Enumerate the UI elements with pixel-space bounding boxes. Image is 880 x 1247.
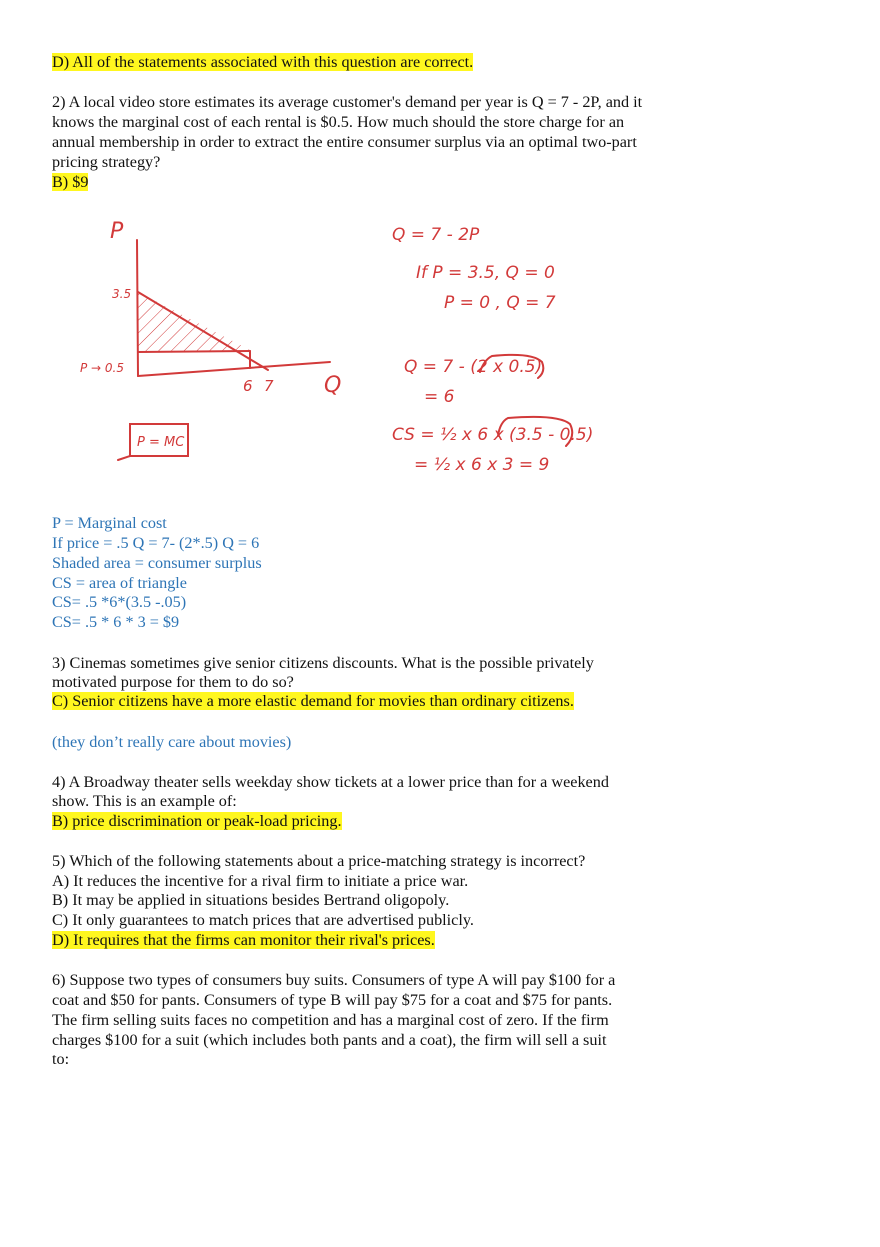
p-axis-label: P bbox=[110, 219, 124, 244]
q2-answer: B) $9 bbox=[52, 173, 89, 191]
q2-question-line: 2) A local video store estimates its average customer's demand per year is Q = 7 - 2P, and it bbox=[52, 93, 643, 111]
q2-note: Shaded area = consumer surplus bbox=[52, 554, 262, 572]
q3-question-line: 3) Cinemas sometimes give senior citizens discounts. What is the possible privately bbox=[52, 654, 594, 672]
q3-answer: C) Senior citizens have a more elastic demand for movies than ordinary citizens. bbox=[52, 692, 574, 710]
q2-note: P = Marginal cost bbox=[52, 514, 167, 532]
q6-question-line: coat and $50 for pants. Consumers of type B will pay $75 for a coat and $75 for pants. bbox=[52, 991, 613, 1009]
q2-question-line: pricing strategy? bbox=[52, 153, 161, 171]
q5-option: C) It only guarantees to match prices that are advertised publicly. bbox=[52, 911, 474, 929]
working-line: P = 0 , Q = 7 bbox=[444, 293, 556, 313]
working-line: Q = 7 - 2P bbox=[392, 225, 480, 245]
q6-question-line: The firm selling suits faces no competition and has a marginal cost of zero. If the firm bbox=[52, 1011, 609, 1029]
q2-note: If price = .5 Q = 7- (2*.5) Q = 6 bbox=[52, 534, 260, 552]
q7-label: 7 bbox=[264, 377, 274, 395]
q4-question-line: 4) A Broadway theater sells weekday show tickets at a lower price than for a weekend bbox=[52, 773, 609, 791]
price-axis bbox=[137, 240, 138, 376]
working-line: If P = 3.5, Q = 0 bbox=[416, 263, 555, 283]
working-line: Q = 7 - (2 x 0.5) bbox=[404, 357, 543, 377]
q5-question: 5) Which of the following statements about a price-matching strategy is incorrect? bbox=[52, 852, 586, 870]
q2-note: CS = area of triangle bbox=[52, 574, 187, 592]
handwritten-diagram bbox=[0, 0, 880, 500]
mc-price-line bbox=[138, 351, 250, 352]
q2-note: CS= .5 *6*(3.5 -.05) bbox=[52, 593, 187, 611]
q6-label: 6 bbox=[243, 377, 253, 395]
q3-note: (they don’t really care about movies) bbox=[52, 733, 292, 751]
q5-option: B) It may be applied in situations besides Bertrand oligopoly. bbox=[52, 891, 450, 909]
q2-question-line: knows the marginal cost of each rental is $0.5. How much should the store charge for an bbox=[52, 113, 625, 131]
price-mc-label: P → 0.5 bbox=[80, 361, 125, 375]
q2-question-line: annual membership in order to extract the entire consumer surplus via an optimal two-part bbox=[52, 133, 637, 151]
working-line: CS = ½ x 6 x (3.5 - 0.5) bbox=[392, 425, 594, 445]
q5-answer: D) It requires that the firms can monitor their rival's prices. bbox=[52, 931, 435, 949]
q2-note: CS= .5 * 6 * 3 = $9 bbox=[52, 613, 180, 631]
q6-question-line: charges $100 for a suit (which includes both pants and a coat), the firm will sell a suit bbox=[52, 1031, 607, 1049]
q3-question-line: motivated purpose for them to do so? bbox=[52, 673, 294, 691]
q6-question-line: 6) Suppose two types of consumers buy suits. Consumers of type A will pay $100 for a bbox=[52, 971, 616, 989]
q6-question-line: to: bbox=[52, 1050, 70, 1068]
q4-answer: B) price discrimination or peak-load pricing. bbox=[52, 812, 342, 830]
price-high-label: 3.5 bbox=[112, 287, 132, 301]
working-line: = 6 bbox=[424, 387, 455, 407]
working-line: = ½ x 6 x 3 = 9 bbox=[414, 455, 550, 475]
q1-answer: D) All of the statements associated with this question are correct. bbox=[52, 53, 474, 71]
q-axis-label: Q bbox=[324, 373, 342, 398]
q4-question-line: show. This is an example of: bbox=[52, 792, 237, 810]
quantity-axis bbox=[138, 362, 330, 376]
p-mc-box-label: P = MC bbox=[137, 435, 185, 450]
q5-option: A) It reduces the incentive for a rival firm to initiate a price war. bbox=[52, 872, 469, 890]
